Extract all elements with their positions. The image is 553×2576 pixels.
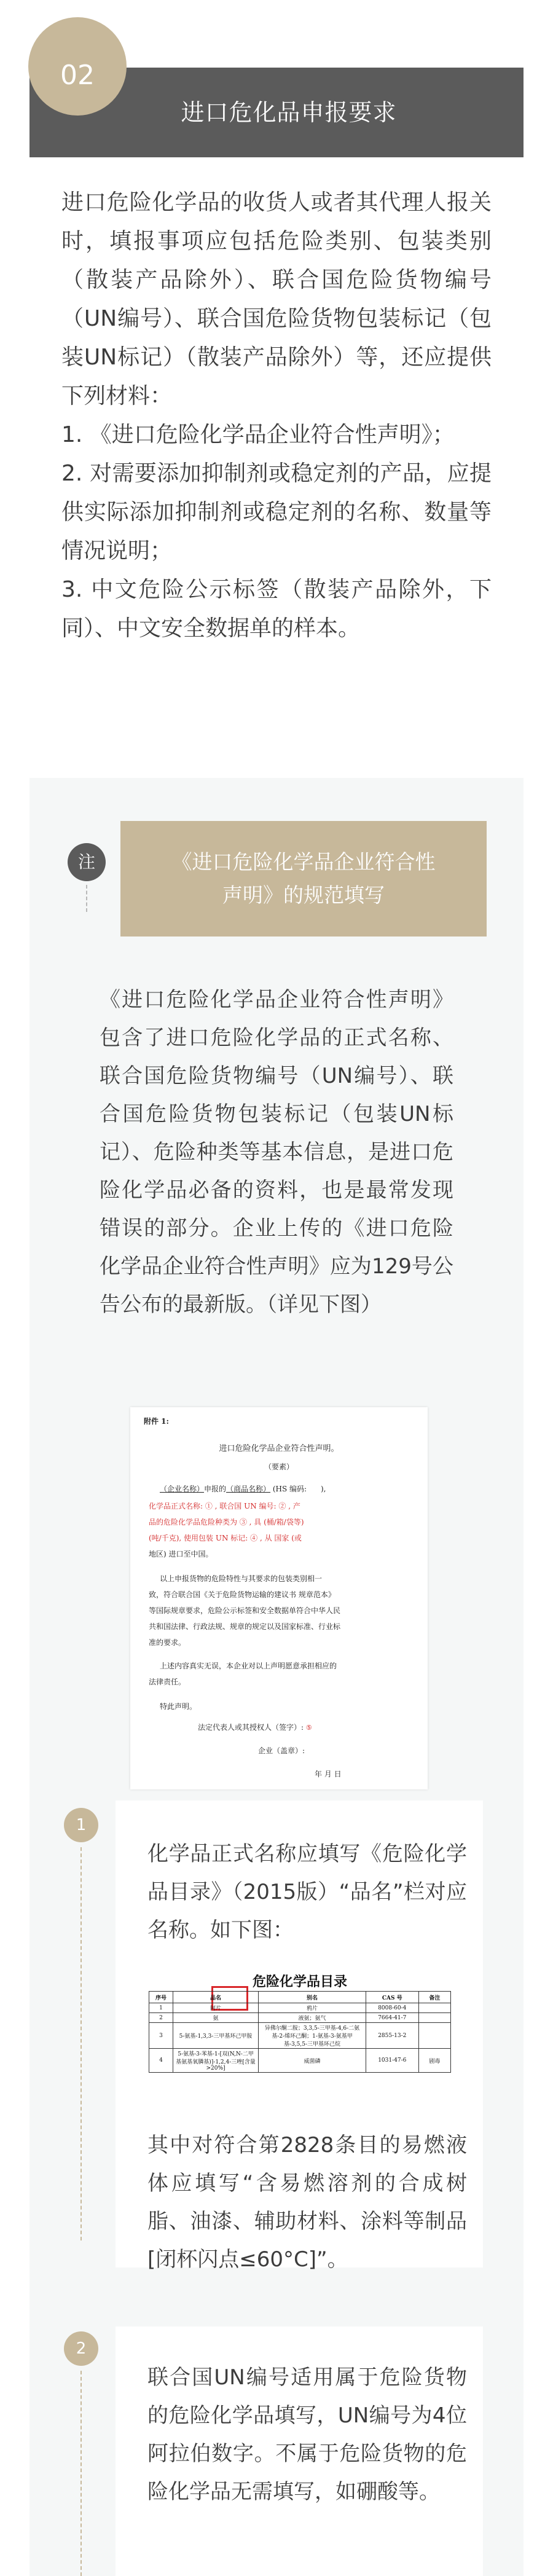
- table-cell: [418, 2003, 450, 2013]
- doc-para3-line-2: 法律责任。: [149, 1678, 186, 1686]
- intro-item-3: 3. 中文危险公示标签（散装产品除外，下同）、中文安全数据单的样本。: [61, 577, 492, 641]
- doc-subtitle: （要素）: [264, 1463, 294, 1471]
- note-connector-line: [86, 885, 88, 912]
- table-cell: 2: [149, 2013, 173, 2023]
- chemical-catalog-table-image: [144, 1969, 456, 2108]
- item-1-text-bottom: [147, 2126, 467, 2279]
- section-title: 进口危化品申报要求: [181, 99, 397, 126]
- note-title-line-2: 声明》的规范填写: [222, 883, 385, 907]
- table-cell: 剧毒: [418, 2049, 450, 2073]
- table-row: [149, 2049, 451, 2073]
- item-1-text-top: [147, 1835, 467, 1949]
- table-header-cell: 别名: [259, 1992, 366, 2003]
- doc-line-4: (吨/千克), 使用包装 UN 标记: ④ , 从 国家 (或: [149, 1534, 302, 1542]
- doc-para2-line-2: 致，符合联合国《关于危险货物运输的建议书 规章范本》: [149, 1590, 335, 1599]
- doc-seal: 企业（盖章）:: [258, 1746, 305, 1755]
- table-header-cell: 备注: [418, 1992, 450, 2003]
- doc-para3-line-1: 上述内容真实无误，本企业对以上声明愿意承担相应的: [160, 1662, 337, 1670]
- item-2-text: [147, 2358, 467, 2511]
- doc-attachment-label: 附件 1:: [144, 1417, 169, 1426]
- table-row: [149, 2023, 451, 2049]
- table-row: [149, 2003, 451, 2013]
- table-cell: 威菌磷: [259, 2049, 366, 2073]
- table-cell: [418, 2013, 450, 2023]
- table-cell: 5-氨基-1,3,3-三甲基环己甲胺: [173, 2023, 258, 2049]
- doc-date: 年 月 日: [315, 1770, 342, 1778]
- doc-company-field: （企业名称）: [160, 1485, 205, 1493]
- doc-signature-label: 法定代表人或其授权人（签字）:: [198, 1723, 304, 1732]
- table-cell: 1: [149, 2003, 173, 2013]
- table-header-cell: 序号: [149, 1992, 173, 2003]
- intro-text: [61, 183, 492, 648]
- note-title-box: [120, 821, 487, 937]
- section-number-badge: 02: [28, 17, 127, 116]
- catalog-table: [149, 1991, 451, 2073]
- table-cell: 液氨；氨气: [259, 2013, 366, 2023]
- item-2-connector-line: [80, 2371, 83, 2576]
- note-body-text: [100, 981, 453, 1324]
- table-cell: 7664-41-7: [366, 2013, 418, 2023]
- item-1-number-badge: 1: [64, 1808, 98, 1842]
- table-cell: 4: [149, 2049, 173, 2073]
- table-cell: 异佛尔酮二胺；3,3,5-三甲基-4,6-二氨基-2-烯环己酮；1-氨基-3-氨基甲基-3,5,5-三甲基环己烷: [259, 2023, 366, 2049]
- table-cell: 阿片: [173, 2003, 258, 2013]
- doc-title: 进口危险化学品企业符合性声明。: [219, 1444, 339, 1453]
- doc-line-2: 化学品正式名称: ① , 联合国 UN 编号: ② , 产: [149, 1502, 300, 1510]
- item-1-paragraph-bottom: 其中对符合第2828条目的易燃液体应填写“含易燃溶剂的合成树脂、油漆、辅助材料、涂料等制品[闭杯闪点≤60°C]”。: [147, 2133, 467, 2272]
- doc-para2-line-3: 等国际规章要求，危险公示标签和安全数据单符合中华人民: [149, 1606, 341, 1615]
- intro-item-2: 2. 对需要添加抑制剂或稳定剂的产品，应提供实际添加抑制剂或稳定剂的名称、数量等情况说明；: [61, 461, 492, 564]
- doc-para2-line-4: 共和国法律、行政法规、规章的规定以及国家标准、行业标: [149, 1622, 341, 1631]
- note-title-line-1: 《进口危险化学品企业符合性: [171, 850, 436, 874]
- table-cell: 氨: [173, 2013, 258, 2023]
- table-cell: 鸦片: [259, 2003, 366, 2013]
- doc-line-5: 地区) 进口至中国。: [149, 1550, 213, 1558]
- item-1-connector-line: [80, 1847, 83, 2240]
- declaration-form-image: [130, 1407, 428, 1789]
- table-row: [149, 2013, 451, 2023]
- table-cell: 8008-60-4: [366, 2003, 418, 2013]
- table-title: 危险化学品目录: [252, 1974, 347, 1990]
- intro-item-1: 1. 《进口危险化学品企业符合性声明》；: [61, 422, 455, 447]
- table-cell: 5-氨基-3-苯基-1-[双(N,N-二甲基氨基氧膦基)]-1,2,4-三唑[含量>20%]: [173, 2049, 258, 2073]
- item-2-paragraph: 联合国UN编号适用属于危险货物的危险化学品填写，UN编号为4位阿拉伯数字。不属于危险货物的危险化学品无需填写，如硼酸等。: [147, 2365, 467, 2504]
- note-body-paragraph: 《进口危险化学品企业符合性声明》包含了进口危险化学品的正式名称、联合国危险货物编号（UN编号）、联合国危险货物包装标记（包装UN标记）、危险种类等基本信息，是进口危险化学品必备的资料，也是最常发现错误的部分。企业上传的《进口危险化学品企业符合性声明》应为129号公告公布的最新版。（详见下图）: [100, 988, 453, 1317]
- table-cell: [418, 2023, 450, 2049]
- doc-line-3: 品的危险化学品危险种类为 ③ , 具 (桶/箱/袋等): [149, 1518, 304, 1526]
- doc-line-1: [160, 1483, 326, 1494]
- table-header-cell: CAS 号: [366, 1992, 418, 2003]
- doc-signature: 法定代表人或其授权人（签字）: ⑤: [198, 1723, 312, 1732]
- table-header-cell: 品名: [173, 1992, 258, 2003]
- doc-para2-line-1: 以上申报货物的危险特性与其要求的包装类别相一: [160, 1574, 323, 1583]
- item-2-number-badge: 2: [64, 2331, 98, 2366]
- table-cell: 2855-13-2: [366, 2023, 418, 2049]
- doc-para2-line-5: 准的要求。: [149, 1638, 186, 1647]
- doc-declare: 特此声明。: [160, 1702, 197, 1711]
- intro-paragraph: 进口危险化学品的收货人或者其代理人报关时，填报事项应包括危险类别、包装类别（散装产品除外）、联合国危险货物编号（UN编号）、联合国危险货物包装标记（包装UN标记）（散装产品除外）等，还应提供下列材料：: [61, 190, 492, 409]
- note-badge: 注: [68, 843, 106, 881]
- doc-product-field: （商品名称）: [226, 1485, 271, 1493]
- table-header-row: [149, 1992, 451, 2003]
- table-cell: 1031-47-6: [366, 2049, 418, 2073]
- doc-hs-close: ),: [321, 1485, 326, 1493]
- doc-declared-text: 申报的: [204, 1485, 227, 1493]
- item-1-paragraph-top: 化学品正式名称应填写《危险化学品目录》（2015版）“品名”栏对应名称。如下图：: [147, 1842, 467, 1942]
- doc-hs-code: (HS 编码:: [272, 1485, 307, 1493]
- table-cell: 3: [149, 2023, 173, 2049]
